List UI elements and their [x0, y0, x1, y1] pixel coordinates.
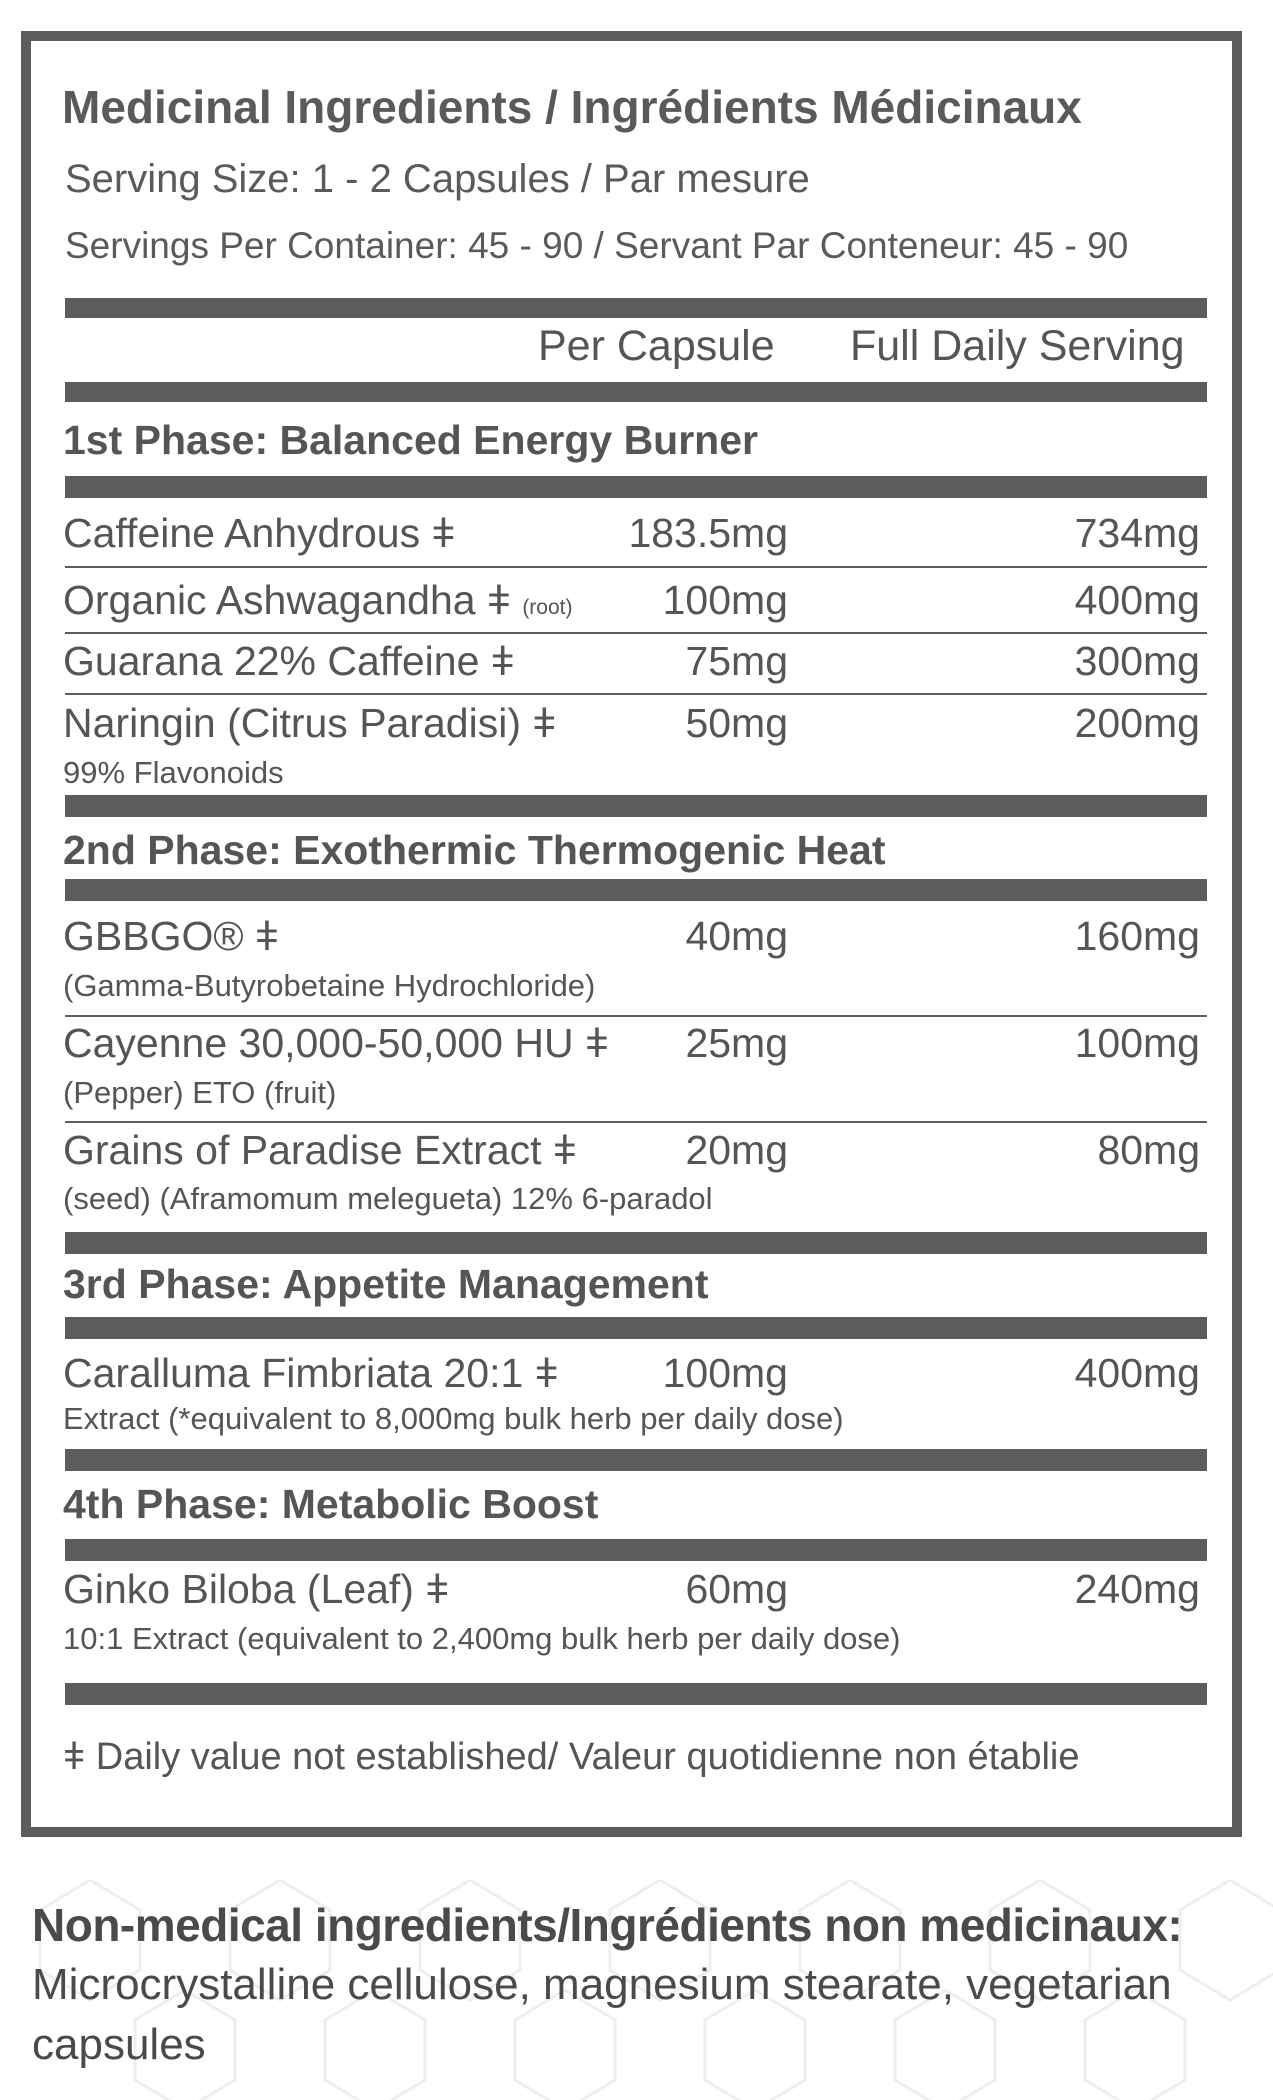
- full-daily-value: 300mg: [1074, 638, 1200, 684]
- per-capsule-value: 25mg: [685, 1020, 788, 1066]
- row-divider: [65, 1015, 1207, 1017]
- divider-bar: [65, 476, 1207, 498]
- phase-title: 1st Phase: Balanced Energy Burner: [63, 417, 758, 463]
- full-daily-value: 200mg: [1074, 700, 1200, 746]
- phase-title: 2nd Phase: Exothermic Thermogenic Heat: [63, 827, 886, 873]
- phase-title: 3rd Phase: Appetite Management: [63, 1261, 709, 1307]
- full-daily-value: 240mg: [1074, 1566, 1200, 1612]
- full-daily-value: 400mg: [1074, 577, 1200, 623]
- divider-bar: [65, 382, 1207, 402]
- divider-bar: [65, 795, 1207, 817]
- divider-bar: [65, 1232, 1207, 1254]
- row-divider: [65, 1121, 1207, 1123]
- ingredient-name: Ginko Biloba (Leaf) ǂ: [63, 1566, 450, 1612]
- column-header-full-daily: Full Daily Serving: [850, 322, 1185, 370]
- divider-bar: [65, 1683, 1207, 1705]
- ingredient-note: (seed) (Aframomum melegueta) 12% 6-paradol: [63, 1181, 713, 1216]
- divider-bar: [65, 298, 1207, 318]
- per-capsule-value: 100mg: [662, 1350, 788, 1396]
- ingredient-note: (Gamma-Butyrobetaine Hydrochloride): [63, 968, 596, 1003]
- divider-bar: [65, 1539, 1207, 1561]
- servings-per-container: Servings Per Container: 45 - 90 / Servant Par Conteneur: 45 - 90: [65, 225, 1129, 266]
- full-daily-value: 80mg: [1097, 1127, 1200, 1173]
- full-daily-value: 100mg: [1074, 1020, 1200, 1066]
- full-daily-value: 734mg: [1074, 510, 1200, 556]
- row-divider: [65, 566, 1207, 568]
- ingredient-note: Extract (*equivalent to 8,000mg bulk herb per daily dose): [63, 1401, 844, 1436]
- ingredient-name: Naringin (Citrus Paradisi) ǂ: [63, 700, 557, 746]
- ingredient-name: GBBGO® ǂ: [63, 913, 279, 959]
- full-daily-value: 160mg: [1074, 913, 1200, 959]
- non-medical-title: Non-medical ingredients/Ingrédients non medicinaux:: [32, 1899, 1183, 1951]
- per-capsule-value: 40mg: [685, 913, 788, 959]
- label-title: Medicinal Ingredients / Ingrédients Médicinaux: [62, 81, 1082, 133]
- ingredient-name: Cayenne 30,000-50,000 HU ǂ: [63, 1020, 609, 1066]
- divider-bar: [65, 879, 1207, 901]
- row-divider: [65, 632, 1207, 634]
- ingredient-name-suffix: (root): [522, 596, 573, 619]
- per-capsule-value: 50mg: [685, 700, 788, 746]
- non-medical-body: Microcrystalline cellulose, magnesium stearate, vegetarian capsules: [32, 1960, 1172, 2069]
- ingredient-note: 99% Flavonoids: [63, 755, 284, 790]
- per-capsule-value: 100mg: [662, 577, 788, 623]
- per-capsule-value: 75mg: [685, 638, 788, 684]
- row-divider: [65, 693, 1207, 695]
- divider-bar: [65, 1449, 1207, 1471]
- divider-bar: [65, 1317, 1207, 1339]
- full-daily-value: 400mg: [1074, 1350, 1200, 1396]
- phase-title: 4th Phase: Metabolic Boost: [63, 1481, 599, 1527]
- ingredient-note: (Pepper) ETO (fruit): [63, 1075, 337, 1110]
- ingredient-name-text: Organic Ashwagandha ǂ: [63, 577, 511, 623]
- column-header-per-capsule: Per Capsule: [538, 322, 775, 370]
- ingredient-name: Grains of Paradise Extract ǂ: [63, 1127, 577, 1173]
- daily-value-footnote: ǂ Daily value not established/ Valeur quotidienne non établie: [63, 1736, 1080, 1778]
- per-capsule-value: 60mg: [685, 1566, 788, 1612]
- ingredient-name: Caralluma Fimbriata 20:1 ǂ: [63, 1350, 559, 1396]
- ingredient-note: 10:1 Extract (equivalent to 2,400mg bulk herb per daily dose): [63, 1621, 901, 1656]
- per-capsule-value: 20mg: [685, 1127, 788, 1173]
- ingredient-name: Caffeine Anhydrous ǂ: [63, 510, 456, 556]
- per-capsule-value: 183.5mg: [628, 510, 788, 556]
- ingredient-name: Guarana 22% Caffeine ǂ: [63, 638, 515, 684]
- serving-size: Serving Size: 1 - 2 Capsules / Par mesure: [65, 157, 810, 201]
